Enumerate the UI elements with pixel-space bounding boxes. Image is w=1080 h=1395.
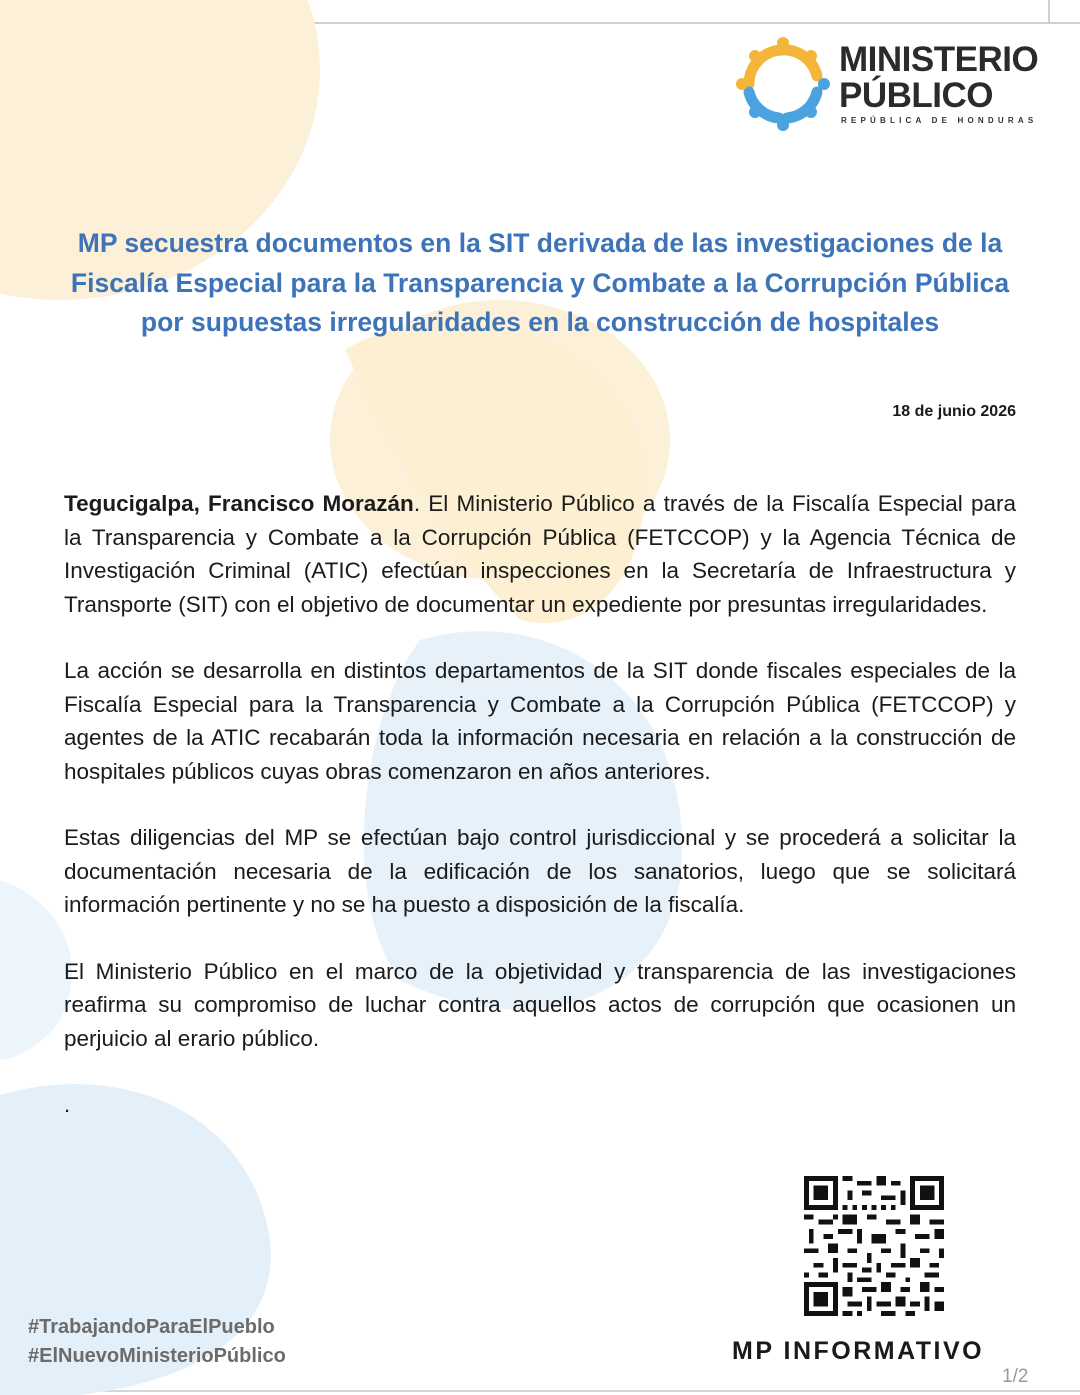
ministerio-publico-logo: [735, 36, 1045, 136]
hashtag-trabajando[interactable]: #TrabajandoParaElPueblo: [28, 1316, 275, 1338]
stray-period: .: [64, 1092, 71, 1117]
dateline: Tegucigalpa, Francisco Morazán: [64, 491, 414, 516]
logo-title-line2: PÚBLICO: [839, 76, 993, 115]
paragraph-1-text: . El Ministerio Público a través de la Fiscalía Especial para la Transparencia y Combate a la Corrupción Pública (FETCCOP) y la Agencia Técnica de Investigación Criminal (ATIC) efectúan inspecciones en la Secretaría de Infraestructura y Transporte (SIT) con el objetivo de documentar un expediente por presuntas irregularidades.: [64, 491, 1016, 617]
press-release-headline: MP secuestra documentos en la SIT derivada de las investigaciones de la Fiscalía Especial para la Transparencia y Combate a la Corrupción Pública por supuestas irregularidades en la construcción de hospitales: [70, 228, 1010, 337]
press-release-body: [64, 487, 1016, 1088]
release-date: 18 de junio 2026: [892, 403, 1016, 420]
mp-informativo-brand: MP INFORMATIVO: [732, 1337, 985, 1365]
ministerio-publico-emblem-icon: [735, 36, 831, 132]
paragraph-2: La acción se desarrolla en distintos departamentos de la SIT donde fiscales especiales de la Fiscalía Especial para la Transparencia y Combate a la Corrupción Pública (FETCCOP) y agentes de la ATIC recabarán toda la información necesaria en relación a la construcción de hospitales públicos cuyas obras comenzaron en años anteriores.: [64, 658, 1016, 784]
paragraph-3: Estas diligencias del MP se efectúan bajo control jurisdiccional y se procederá a solicitar la documentación necesaria de la edificación de los sanatorios, luego que se solicitará información pertinente y no se ha puesto a disposición de la fiscalía.: [64, 825, 1016, 917]
logo-subtitle: REPÚBLICA DE HONDURAS: [841, 116, 1038, 125]
qr-code-icon: [804, 1176, 944, 1316]
footer-hashtags: [28, 1313, 286, 1371]
hashtag-nuevo-ministerio[interactable]: #ElNuevoMinisterioPúblico: [28, 1345, 286, 1367]
paragraph-1: [64, 487, 1016, 621]
page-indicator: 1/2: [1002, 1366, 1029, 1387]
logo-title-line1: MINISTERIO: [839, 40, 1039, 79]
paragraph-4: El Ministerio Público en el marco de la objetividad y transparencia de las investigaciones reafirma su compromiso de luchar contra aquellos actos de corrupción que ocasionen un perjuicio al erario público.: [64, 958, 1016, 1051]
